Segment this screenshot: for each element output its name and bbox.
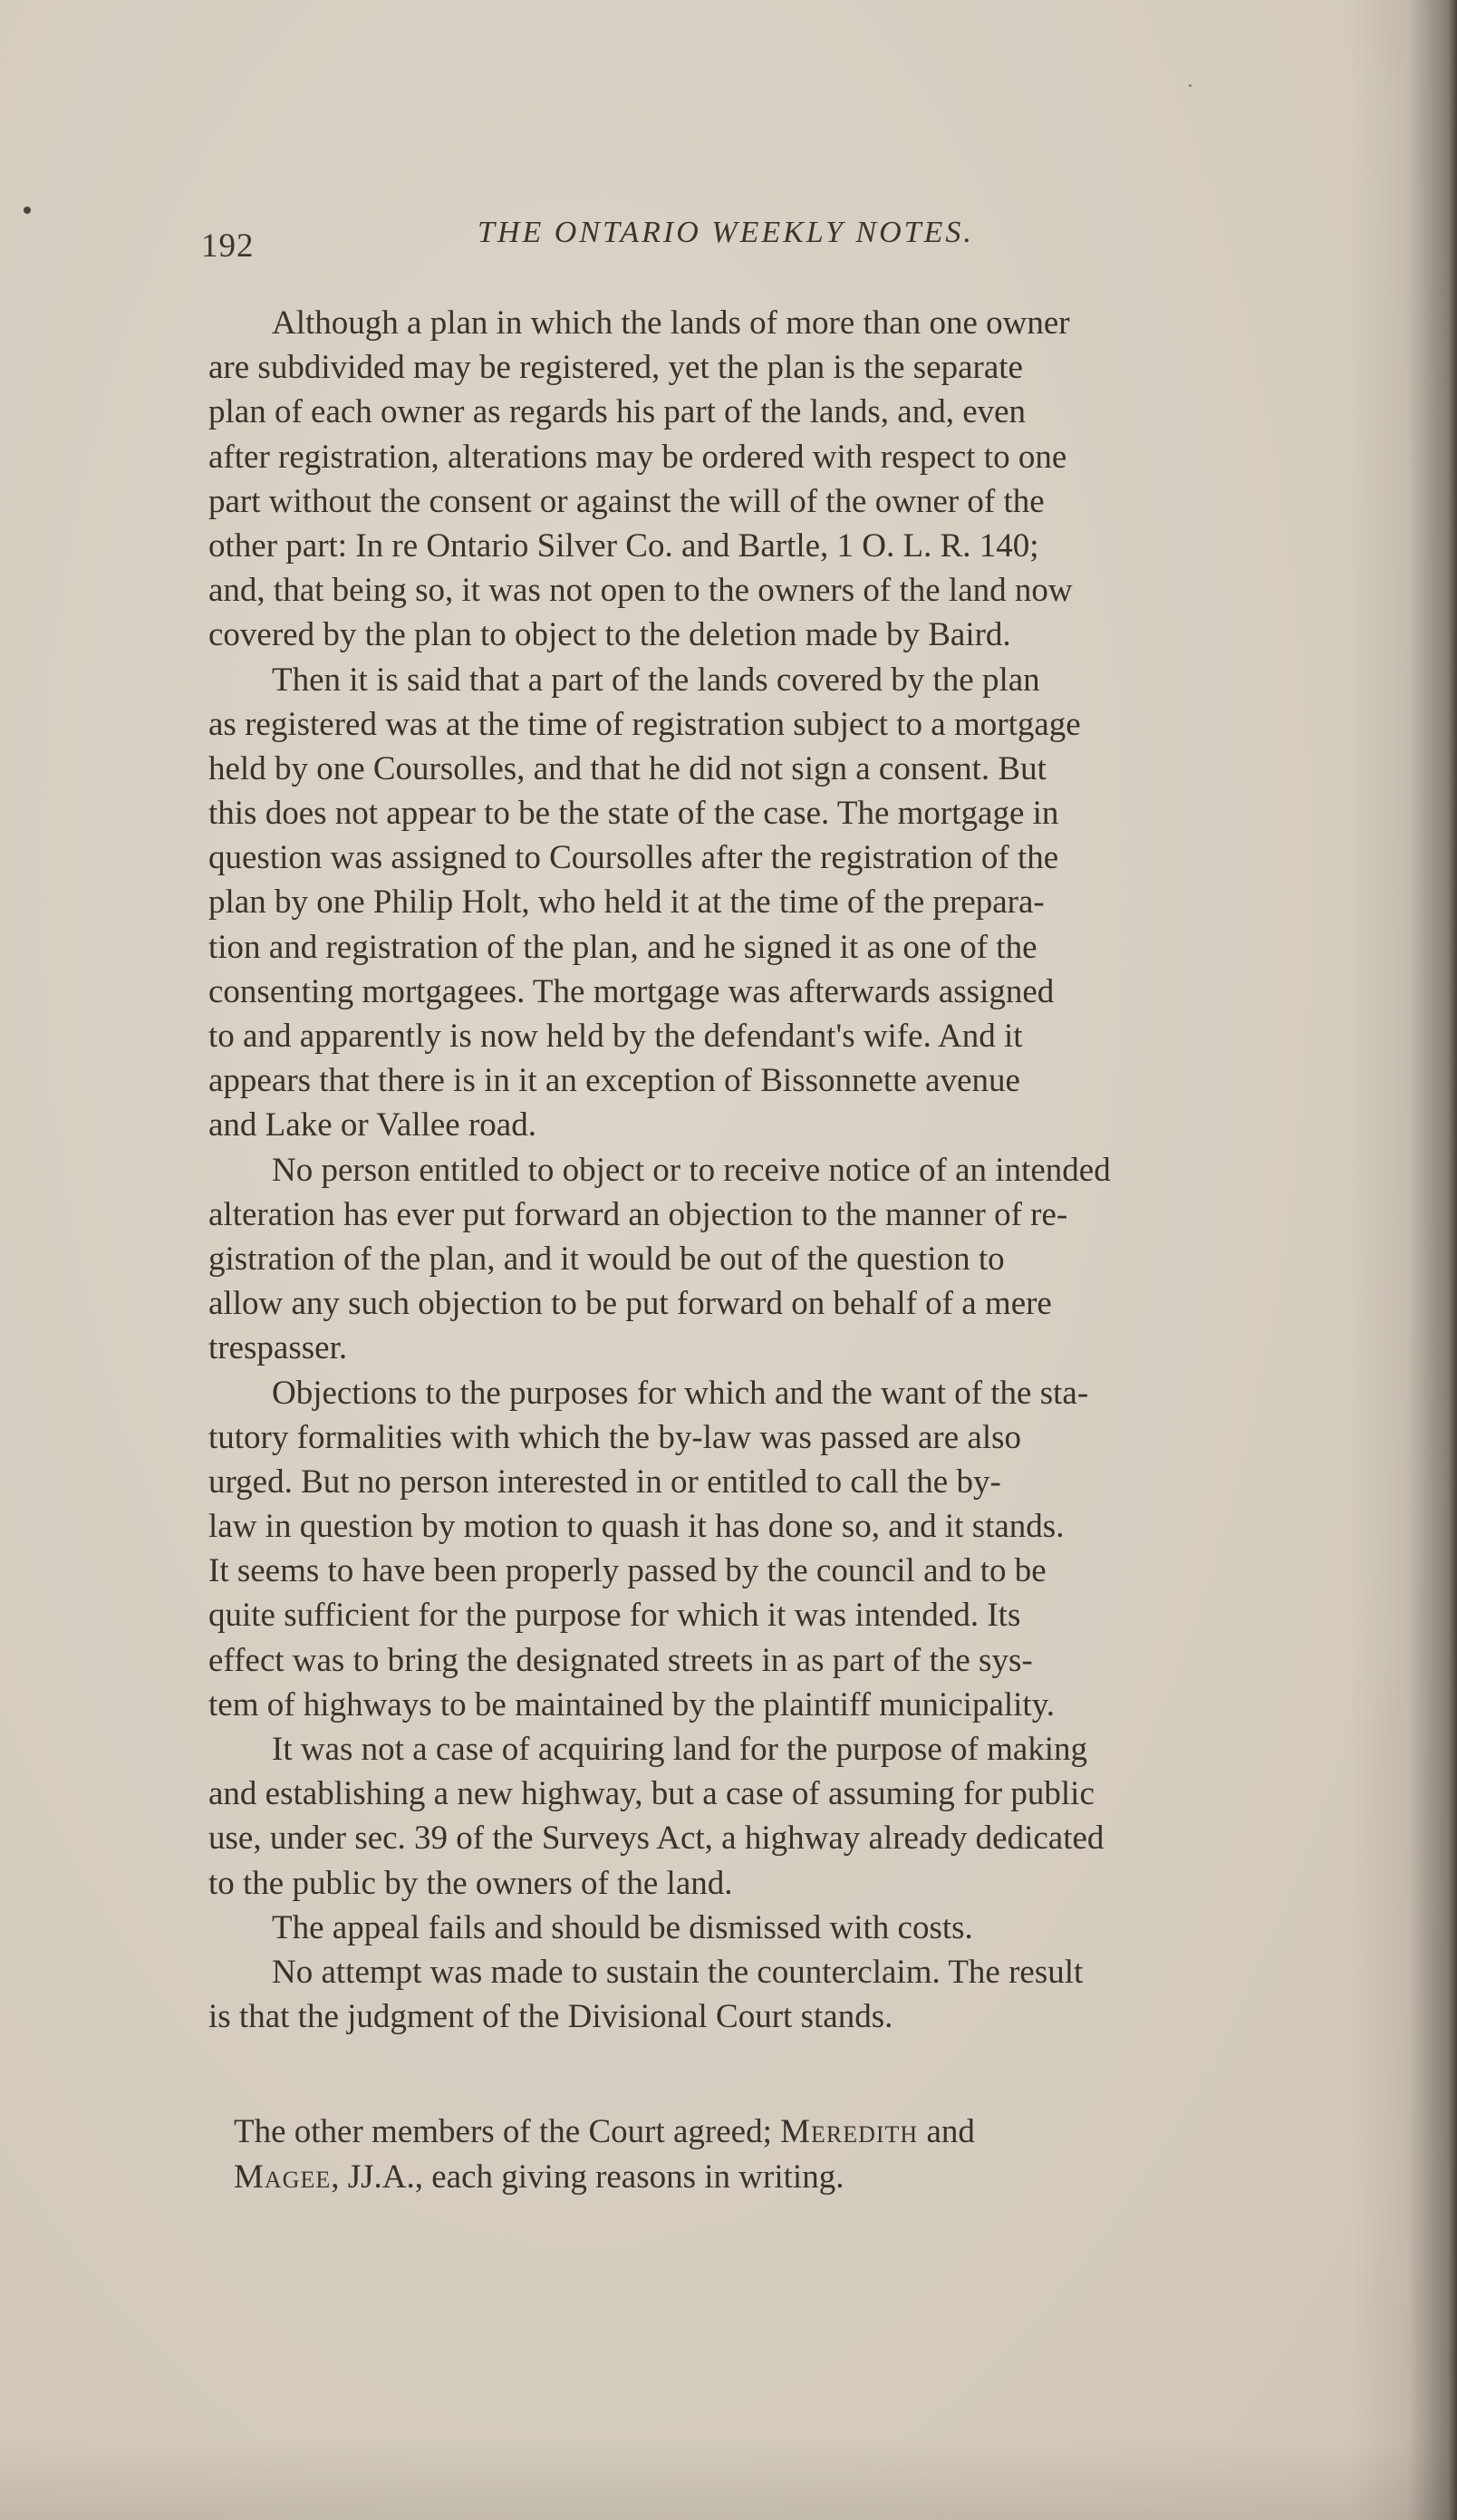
text-line: and establishing a new highway, but a case of assuming for public (208, 1775, 1095, 1813)
text-line: tion and registration of the plan, and he signed it as one of the (208, 928, 1037, 966)
text-line: appears that there is in it an exception of Bissonnette avenue (208, 1062, 1020, 1100)
text-line: tem of highways to be maintained by the plaintiff municipality. (208, 1685, 1056, 1723)
ink-speck (24, 207, 31, 214)
judge-name: Magee (234, 2158, 332, 2196)
text-line: and, that being so, it was not open to the owners of the land now (208, 572, 1073, 610)
text-line: urged. But no person interested in or entitled to call the by- (208, 1463, 1001, 1501)
text-line: are subdivided may be registered, yet the plan is the separate (208, 349, 1023, 387)
text-line: covered by the plan to object to the deletion made by Baird. (208, 616, 1011, 654)
ink-speck (1189, 84, 1192, 87)
closing-note (234, 2110, 1321, 2200)
text-line: gistration of the plan, and it would be out of the question to (208, 1240, 1005, 1278)
closing-text: The other members of the Court agreed; (234, 2113, 781, 2150)
text-line: to the public by the owners of the land. (208, 1864, 733, 1902)
closing-line-2 (234, 2155, 1321, 2200)
text-line: question was assigned to Coursolles after the registration of the (208, 839, 1059, 877)
text-line: allow any such objection to be put forward on behalf of a mere (208, 1285, 1052, 1323)
text-line: part without the consent or against the will of the owner of the (208, 482, 1045, 520)
text-line: tutory formalities with which the by-law was passed are also (208, 1418, 1022, 1456)
text-line: Then it is said that a part of the lands covered by the plan (272, 661, 1040, 699)
text-line: effect was to bring the designated streets in as part of the sys- (208, 1641, 1033, 1679)
text-line: Although a plan in which the lands of more than one owner (272, 304, 1070, 342)
closing-line-1 (234, 2110, 1321, 2155)
closing-text-tail: and (918, 2113, 975, 2150)
text-line: alteration has ever put forward an objection to the manner of re- (208, 1195, 1068, 1233)
text-line: held by one Coursolles, and that he did not sign a consent. But (208, 749, 1047, 787)
text-line: other part: In re Ontario Silver Co. and Bartle, 1 O. L. R. 140; (208, 526, 1039, 565)
text-line: No person entitled to object or to receive notice of an intended (272, 1151, 1111, 1189)
text-line: to and apparently is now held by the defendant's wife. And it (208, 1018, 1023, 1055)
text-line: law in question by motion to quash it has done so, and it stands. (208, 1508, 1065, 1546)
text-line: No attempt was made to sustain the counterclaim. The result (272, 1953, 1084, 1991)
page-number: 192 (201, 227, 255, 265)
text-line: plan of each owner as regards his part of the lands, and, even (208, 393, 1027, 431)
text-line: trespasser. (208, 1329, 348, 1367)
text-line: after registration, alterations may be ordered with respect to one (208, 438, 1067, 476)
text-line: is that the judgment of the Divisional Court stands. (208, 1998, 893, 2036)
text-line: It seems to have been properly passed by the council and to be (208, 1552, 1047, 1590)
page-bottom-shadow (0, 2438, 1457, 2520)
text-line: Objections to the purposes for which and the want of the sta- (272, 1374, 1089, 1412)
text-line: quite sufficient for the purpose for which it was intended. Its (208, 1597, 1021, 1635)
text-line: The appeal fails and should be dismissed with costs. (272, 1908, 973, 1946)
running-head (201, 205, 1107, 265)
journal-title: THE ONTARIO WEEKLY NOTES. (478, 216, 974, 249)
text-line: consenting mortgagees. The mortgage was afterwards assigned (208, 972, 1055, 1010)
text-line: use, under sec. 39 of the Surveys Act, a highway already dedicated (208, 1820, 1105, 1858)
text-line: as registered was at the time of registration subject to a mortgage (208, 705, 1081, 743)
text-line: this does not appear to be the state of the case. The mortgage in (208, 795, 1059, 833)
page-edge-shadow (1348, 0, 1457, 2520)
closing-text: , JJ.A., each giving reasons in writing. (331, 2158, 844, 2196)
text-line: It was not a case of acquiring land for the purpose of making (272, 1731, 1088, 1768)
text-line: and Lake or Vallee road. (208, 1106, 536, 1144)
judge-name: Meredith (780, 2113, 919, 2150)
body-text (208, 301, 1323, 2039)
text-line: plan by one Philip Holt, who held it at the time of the prepara- (208, 883, 1045, 922)
